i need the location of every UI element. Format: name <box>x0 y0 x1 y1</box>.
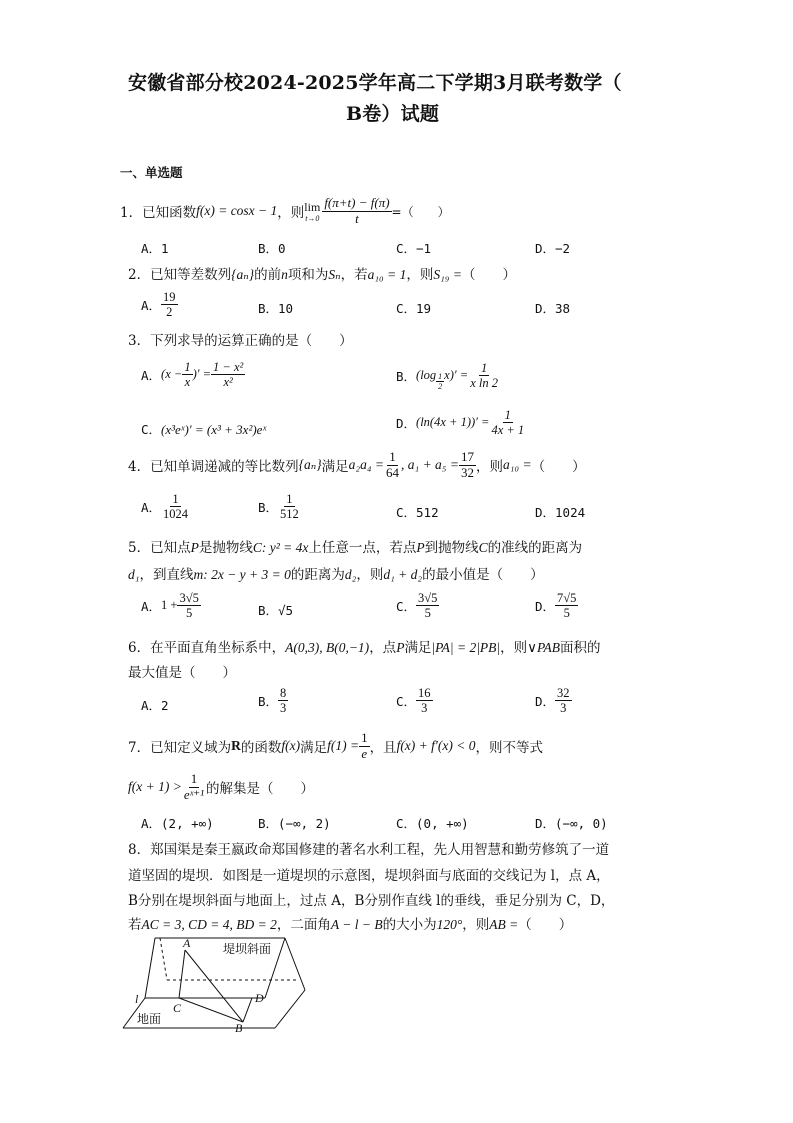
q7-line2-b: 的解集是（ ） <box>206 781 315 798</box>
q1-text-a: 1．已知函数 <box>120 205 197 221</box>
q3-a-lhs-a: (x − <box>161 367 183 382</box>
q5-line1-b: 是抛物线 <box>198 540 253 556</box>
q5-line2-b: 的距离为 <box>290 567 345 583</box>
q4-b-den: 512 <box>280 507 299 522</box>
q8-line4-b: ，二面角 <box>276 917 331 933</box>
q2-a-den: 2 <box>166 305 173 320</box>
q1-text-b: ，则 <box>277 205 305 221</box>
question-8-line1: 8．郑国渠是秦王嬴政命郑国修建的著名水利工程，先人用智慧和勤劳修筑了一道 <box>128 842 610 858</box>
q8-degree: 120° <box>436 917 463 932</box>
q3-d-rhs-frac <box>489 408 526 438</box>
q7-line1-d: ，且 <box>369 740 397 757</box>
q5-a-den: 5 <box>186 606 193 621</box>
q6-d-label: D． <box>535 693 556 709</box>
q3-a-lhs-b: )′ = <box>192 367 212 382</box>
q6-line1-a: 6．在平面直角坐标系中， <box>128 640 286 656</box>
question-5-line2 <box>128 563 544 583</box>
segment-bd <box>243 998 252 1022</box>
q4-cond-a-frac <box>384 450 401 481</box>
q4-option-a[interactable] <box>141 492 190 522</box>
q2-a-label: A． <box>141 297 162 313</box>
q6-triangle: ∨PAB <box>527 640 561 655</box>
q6-point-p: P <box>396 640 405 655</box>
q2-text-b: 的前 <box>254 267 282 283</box>
q4-cond-a-num: 1 <box>389 449 396 464</box>
q4-a-label: A． <box>141 499 162 515</box>
q3-a-label: A． <box>141 367 162 383</box>
q4-text-b: 满足 <box>321 459 349 476</box>
q2-sn: Sₙ <box>328 267 341 282</box>
q3-a-lhs-frac <box>182 360 192 390</box>
q6-option-b[interactable] <box>258 686 288 716</box>
label-c: C <box>173 1001 182 1015</box>
q2-ask: S₁₉ = <box>433 267 462 282</box>
q7-f1-num: 1 <box>361 730 368 745</box>
q5-a-pre: 1 + <box>161 598 178 613</box>
q6-c-den: 3 <box>421 701 428 716</box>
q2-option-c[interactable]: C．19 <box>396 301 432 316</box>
q3-b-rhs-num: 1 <box>480 360 488 375</box>
q7-option-a[interactable]: A．(2, +∞) <box>141 816 214 831</box>
q3-c-label: C． <box>141 422 162 437</box>
q8-cond: AC = 3, CD = 4, BD = 2 <box>141 917 277 932</box>
q2-option-b[interactable]: B．10 <box>258 301 294 316</box>
q5-option-b[interactable]: B．√5 <box>258 603 294 618</box>
q4-ask: a₁₀ = <box>502 457 532 473</box>
q6-option-c[interactable] <box>396 686 433 716</box>
question-1 <box>120 193 450 229</box>
q7-option-b[interactable]: B．(−∞, 2) <box>258 816 331 831</box>
q3-b-base <box>436 372 444 391</box>
q2-n: n <box>281 267 288 282</box>
q5-option-d[interactable] <box>535 591 578 621</box>
q3-b-base-den: 2 <box>438 382 443 392</box>
q2-a-num: 19 <box>163 290 176 304</box>
q5-option-a[interactable] <box>141 591 201 621</box>
question-6-line2: 最大值是（ ） <box>128 665 236 681</box>
q2-option-d[interactable]: D．38 <box>535 301 571 316</box>
page-title-line1: 安徽省部分校2024-2025学年高二下学期3月联考数学（ <box>128 72 622 94</box>
q6-line1-d: ，则 <box>500 640 528 656</box>
q1-frac-num: f(π+t) − f(π) <box>324 194 390 210</box>
q5-d-num: 7√5 <box>557 591 577 605</box>
q4-cond-b-frac <box>459 450 476 481</box>
q4-b-label: B． <box>258 499 279 515</box>
label-l: l <box>135 992 139 1006</box>
q4-text-a: 4．已知单调递减的等比数列 <box>128 459 299 476</box>
q8-line4-d: ，则 <box>462 917 490 933</box>
q6-option-a[interactable]: A．2 <box>141 698 169 713</box>
q2-option-a[interactable] <box>141 290 178 320</box>
q1-func: f(x) = cosx − 1 <box>196 203 278 218</box>
q1-option-d[interactable]: D．−2 <box>535 241 571 256</box>
q3-a-lhs-num: 1 <box>184 360 191 374</box>
q6-b-label: B． <box>258 693 279 709</box>
q5-d1: d₁ <box>128 567 140 582</box>
question-7-line1 <box>128 731 543 762</box>
q5-line2-a: ，到直线 <box>139 567 194 583</box>
q4-cond-b-den: 32 <box>460 464 474 480</box>
q3-a-lhs-den: x <box>184 375 191 390</box>
q8-line4-a: 若 <box>128 917 142 933</box>
q3-b-lhs: (log <box>416 368 437 383</box>
q6-b-num: 8 <box>280 686 287 700</box>
dam-diagram <box>115 930 315 1035</box>
question-4 <box>128 450 586 481</box>
question-8-line3: B分别在堤坝斜面与地面上，过点 A，B分别作直线 l的垂线，垂足分别为 C，D， <box>128 893 615 909</box>
q6-d-frac <box>555 686 572 716</box>
question-6-line1 <box>128 636 601 656</box>
q2-a-frac <box>161 290 178 320</box>
q7-ineq-den: eˣ⁺¹ <box>183 786 205 802</box>
q5-point-p-2: P <box>416 540 425 555</box>
q5-a-label: A． <box>141 598 162 614</box>
q3-a-rhs-frac <box>211 360 245 390</box>
q5-line-m: m: 2x − y + 3 = 0 <box>193 567 291 582</box>
segment-ac <box>179 950 185 998</box>
q3-a-rhs-den: x² <box>223 375 233 390</box>
q1-lim-op: lim <box>304 199 321 214</box>
q1-frac-den: t <box>355 210 359 226</box>
q3-a-rhs-num: 1 − x² <box>213 360 244 374</box>
ground-right-edge <box>275 990 305 1028</box>
q1-option-b[interactable]: B．0 <box>258 241 286 256</box>
q7-line1-b: 的函数 <box>240 740 282 757</box>
q2-text-e: ，则 <box>406 267 434 283</box>
q5-option-c[interactable] <box>396 591 439 621</box>
q7-f1-frac <box>359 731 370 762</box>
q5-point-p: P <box>190 540 199 555</box>
q5-d2: d₂ <box>344 567 357 582</box>
q6-c-frac <box>416 686 433 716</box>
q7-option-c[interactable]: C．(0, +∞) <box>396 816 469 831</box>
q1-limit <box>304 200 320 223</box>
q7-ineq-lhs: f(x + 1) > <box>128 779 182 795</box>
question-5-line1 <box>128 536 582 556</box>
q6-line1-b: ，点 <box>369 640 397 656</box>
q5-d-frac <box>555 591 578 621</box>
q4-option-c[interactable]: C．512 <box>396 505 439 520</box>
q4-cond-b-num: 17 <box>460 449 474 464</box>
q1-option-c[interactable]: C．−1 <box>396 241 432 256</box>
q5-a-frac <box>177 591 200 621</box>
q4-seq: {aₙ} <box>298 457 322 473</box>
q1-lim-sub: t→0 <box>305 213 320 223</box>
q5-line1-d: 到抛物线 <box>424 540 479 556</box>
q4-text-d: （ ） <box>531 459 586 476</box>
q3-b-rhs-frac <box>468 361 500 391</box>
q3-option-a[interactable] <box>141 360 245 390</box>
label-slope: 堤坝斜面 <box>223 942 272 956</box>
q3-d-lhs: (ln(4x + 1))′ = <box>416 415 490 430</box>
q3-c-expr: (x³eˣ)′ = (x³ + 3x²)eˣ <box>161 422 267 437</box>
q8-angle: A − l − B <box>330 917 383 932</box>
q3-d-rhs-num: 1 <box>504 408 511 422</box>
q3-b-lhs-b: x)′ = <box>444 368 469 383</box>
q7-ineq-num: 1 <box>190 771 198 786</box>
q1-option-a[interactable]: A．1 <box>141 241 169 256</box>
q3-option-b[interactable] <box>396 360 500 391</box>
q4-cond-a-den: 64 <box>386 464 399 480</box>
q5-line2-d: 的最小值是（ ） <box>422 567 544 583</box>
q5-a-num: 3√5 <box>179 591 199 605</box>
question-3: 3．下列求导的运算正确的是（ ） <box>128 333 353 349</box>
q6-c-label: C． <box>396 693 417 709</box>
q3-option-c[interactable] <box>141 420 266 438</box>
q1-text-c: =（ ） <box>391 204 450 219</box>
q7-cond: f(x) + f′(x) < 0 <box>396 738 476 754</box>
q5-c-num: 3√5 <box>418 591 438 605</box>
question-7-line2 <box>128 772 314 803</box>
label-d: D <box>255 991 264 1005</box>
q6-d-num: 32 <box>557 686 570 700</box>
q7-f1: f(1) = <box>327 738 360 754</box>
q5-line1-a: 5．已知点 <box>128 540 191 556</box>
q6-line1-c: 满足 <box>404 640 432 656</box>
q7-option-d[interactable]: D．(−∞, 0) <box>535 816 608 831</box>
q4-option-d[interactable]: D．1024 <box>535 505 586 520</box>
page-title-line2: B卷）试题 <box>346 103 440 125</box>
label-a: A <box>183 936 191 950</box>
q2-text-a: 2．已知等差数列 <box>128 267 232 283</box>
q6-points: A(0,3), B(0,−1) <box>285 640 370 655</box>
q4-a-frac <box>161 492 190 522</box>
dam-right-edge <box>285 938 305 990</box>
q4-a-num: 1 <box>172 492 179 506</box>
q7-f1-den: e <box>361 745 368 761</box>
q2-text-f: （ ） <box>461 267 516 283</box>
q1-fraction <box>322 196 391 227</box>
q5-c-label: C． <box>396 598 417 614</box>
q2-cond: a₁₀ = 1 <box>367 267 407 282</box>
dam-left-edge <box>145 938 155 998</box>
q5-curve: C: y² = 4x <box>252 540 309 555</box>
q2-text-c: 项和为 <box>287 267 329 283</box>
q7-line1-e: ，则不等式 <box>475 740 543 757</box>
q7-line1-a: 7．已知定义域为 <box>128 740 232 757</box>
q6-cond: |PA| = 2|PB| <box>431 640 501 655</box>
q3-b-label: B． <box>396 368 417 384</box>
q2-text-d: ，若 <box>340 267 368 283</box>
q3-b-rhs-den: x ln 2 <box>470 376 498 391</box>
hidden-vertical <box>160 938 167 980</box>
q7-ineq-frac <box>182 772 206 803</box>
q3-option-d[interactable] <box>396 408 526 438</box>
section-heading: 一、单选题 <box>120 165 183 180</box>
q6-c-num: 16 <box>418 686 431 700</box>
q5-line2-c: ，则 <box>356 567 384 583</box>
q6-line1-e: 面积的 <box>560 640 601 656</box>
q4-b-frac <box>278 492 301 522</box>
q5-d-den: 5 <box>563 606 570 621</box>
q3-b-base-num: 1 <box>438 372 443 381</box>
q7-line1-c: 满足 <box>300 740 328 757</box>
q5-c-frac <box>416 591 439 621</box>
q5-line1-c: 上任意一点，若点 <box>308 540 417 556</box>
q6-d-den: 3 <box>560 701 567 716</box>
q3-d-label: D． <box>396 415 417 431</box>
q5-line1-e: 的准线的距离为 <box>487 540 583 556</box>
q7-fx: f(x) <box>281 738 301 754</box>
q4-text-c: ，则 <box>475 459 503 476</box>
q4-option-b[interactable] <box>258 492 301 522</box>
q5-d-label: D． <box>535 598 556 614</box>
label-ground: 地面 <box>137 1012 162 1026</box>
q4-a-den: 1024 <box>163 507 189 522</box>
q5-curve-c: C <box>478 540 488 555</box>
q4-cond-a: a₂a₄ = <box>348 457 384 473</box>
question-8-line2: 道坚固的堤坝．如图是一道堤坝的示意图，堤坝斜面与底面的交线记为 l，点 A， <box>128 868 610 884</box>
question-2 <box>128 263 516 283</box>
q5-sum: d₁ + d₂ <box>383 567 423 582</box>
q4-cond-b: , a₁ + a₅ = <box>401 457 459 473</box>
q3-d-rhs-den: 4x + 1 <box>491 423 525 438</box>
q4-b-num: 1 <box>286 492 293 506</box>
q6-option-d[interactable] <box>535 686 572 716</box>
q5-c-den: 5 <box>424 606 431 621</box>
q8-line4-c: 的大小为 <box>382 917 437 933</box>
q7-r: R <box>231 738 241 754</box>
q6-b-den: 3 <box>280 701 287 716</box>
q8-line4-e: （ ） <box>518 917 573 933</box>
label-b: B <box>235 1021 243 1035</box>
q6-b-frac <box>278 686 288 716</box>
q8-ask: AB = <box>489 917 519 932</box>
q2-seq: {aₙ} <box>231 267 255 282</box>
